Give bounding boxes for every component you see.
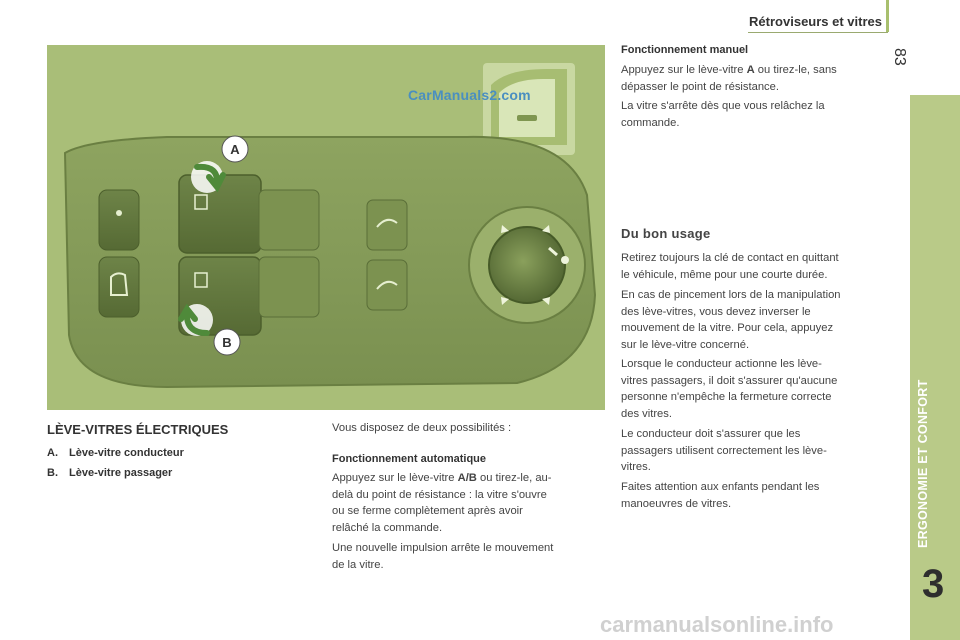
- svg-text:A: A: [230, 142, 240, 157]
- header-rule: [748, 32, 888, 33]
- site-watermark: CarManuals2.com: [408, 87, 531, 103]
- manual-paragraph-2: La vitre s'arrête dès que vous relâchez la commande.: [621, 100, 825, 129]
- manual-heading: Fonctionnement manuel: [621, 44, 749, 56]
- usage-paragraph-4: Le conducteur doit s'assurer que les passagers utilisent correctement les lève- vitres.: [621, 428, 827, 473]
- manual-paragraph: Appuyez sur le lève-vitre A ou tirez-le, sans dépasser le point de résistance.: [621, 64, 837, 93]
- auto-paragraph: Appuyez sur le lève-vitre A/B ou tirez-le, au- delà du point de résistance : la vitre s'ouvre ou se ferme complètement après avoir relâché la commande.: [332, 472, 552, 534]
- svg-text:B: B: [222, 335, 232, 350]
- arrow-up-icon: [181, 304, 213, 336]
- intro-text: Vous disposez de deux possibilités :: [332, 422, 512, 434]
- section-heading: LÈVE-VITRES ÉLECTRIQUES: [47, 422, 229, 437]
- footer-watermark: carmanualsonline.info: [600, 612, 834, 637]
- legend-item-a: A. Lève-vitre conducteur: [47, 447, 184, 459]
- header-tick: [886, 0, 889, 32]
- page-number: 83: [891, 48, 908, 66]
- legend-item-b: B. Lève-vitre passager: [47, 467, 173, 479]
- chapter-sidebar: [910, 95, 960, 640]
- usage-paragraph-5: Faites attention aux enfants pendant les manoeuvres de vitres.: [621, 481, 820, 510]
- arrow-down-icon: [191, 161, 223, 193]
- callout-b: [214, 329, 240, 355]
- auto-paragraph-2: Une nouvelle impulsion arrête le mouvement de la vitre.: [332, 542, 554, 571]
- auto-heading: Fonctionnement automatique: [332, 453, 486, 465]
- section-title: Rétroviseurs et vitres: [749, 14, 882, 29]
- callout-a: [222, 136, 248, 162]
- usage-heading: Du bon usage: [621, 226, 711, 241]
- usage-paragraph-3: Lorsque le conducteur actionne les lève- vitres passagers, il doit s'assurer qu'aucune personne n'empêche la fermeture correcte des vitres.: [621, 358, 838, 420]
- usage-paragraph-1: Retirez toujours la clé de contact en quittant le véhicule, même pour une courte durée.: [621, 252, 839, 281]
- chapter-number: 3: [922, 562, 945, 606]
- chapter-title: ERGONOMIE ET CONFORT: [916, 379, 930, 548]
- usage-paragraph-2: En cas de pincement lors de la manipulation des lève-vitres, vous devez inverser le mouvement de la vitre. Pour cela, appuyez sur le lève-vitre concerné.: [621, 289, 841, 351]
